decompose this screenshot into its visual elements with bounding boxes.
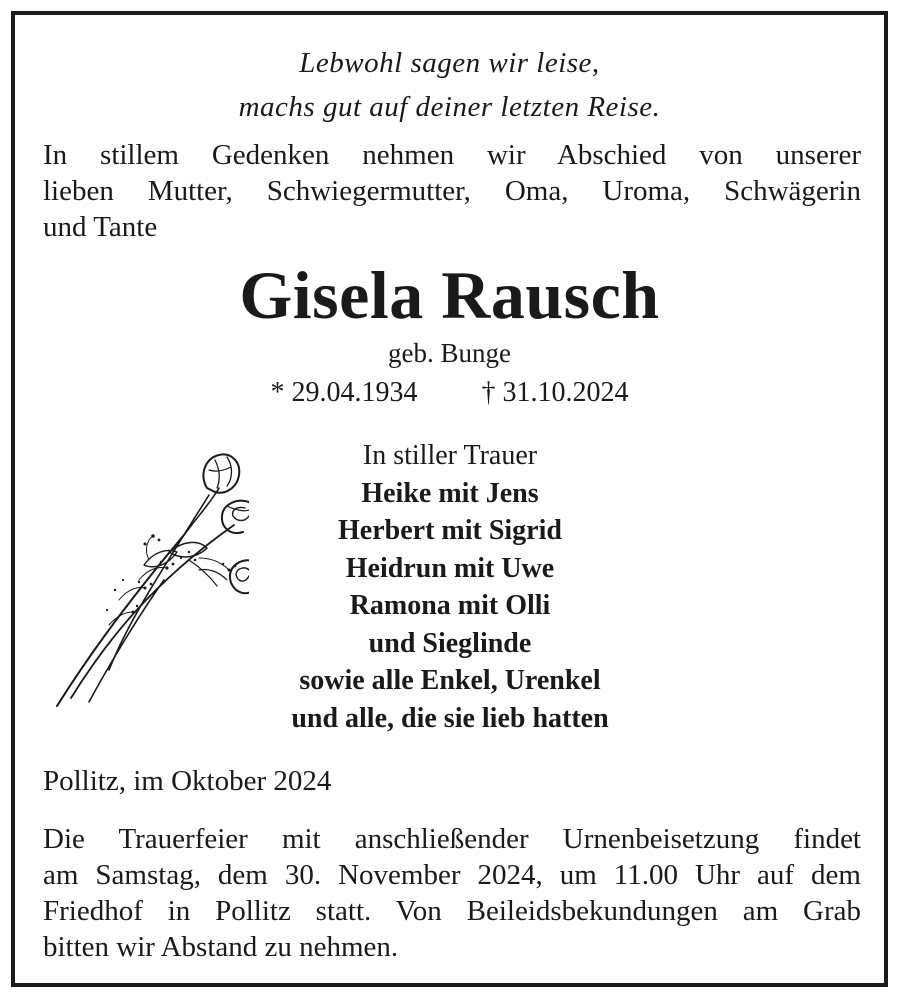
mourner-name: Ramona mit Olli (349, 590, 551, 621)
birth-date: * 29.04.1934 (270, 377, 418, 408)
intro-line-2: lieben Mutter, Schwiegermutter, Oma, Uroma, Schwägerin (43, 175, 861, 207)
mourners-heading: In stiller Trauer (362, 440, 538, 471)
funeral-line-4: bitten wir Abstand zu nehmen. (43, 931, 399, 963)
funeral-info (43, 821, 861, 965)
mourner-name: Heidrun mit Uwe (345, 552, 555, 584)
verse (15, 41, 884, 129)
verse-line-1: Lebwohl sagen wir leise, (299, 47, 600, 79)
funeral-line-1: Die Trauerfeier mit anschließender Urnenbeisetzung findet (43, 823, 861, 855)
place-date: Pollitz, im Oktober 2024 (43, 765, 332, 797)
death-date: † 31.10.2024 (481, 377, 629, 408)
funeral-line-2: am Samstag, dem 30. November 2024, um 11.00 Uhr auf dem (43, 859, 861, 891)
life-dates (15, 373, 884, 413)
mourners-block (235, 437, 665, 737)
mourner-name: Heike mit Jens (361, 477, 539, 509)
verse-line-2: machs gut auf deiner letzten Reise. (238, 91, 661, 123)
obituary-notice (11, 11, 888, 987)
roses-icon (49, 440, 249, 715)
mourner-name: und alle, die sie lieb hatten (291, 702, 609, 734)
mourner-name: und Sieglinde (368, 627, 532, 659)
funeral-line-3: Friedhof in Pollitz statt. Von Beileidsbekundungen am Grab (43, 895, 861, 927)
mourner-name: sowie alle Enkel, Urenkel (299, 665, 601, 696)
deceased-name: Gisela Rausch (239, 257, 660, 333)
mourner-name: Herbert mit Sigrid (338, 515, 562, 546)
maiden-name: geb. Bunge (388, 338, 511, 368)
intro-line-1: In stillem Gedenken nehmen wir Abschied von unserer (43, 139, 861, 171)
intro-text (43, 137, 861, 245)
intro-line-3: und Tante (43, 211, 158, 243)
